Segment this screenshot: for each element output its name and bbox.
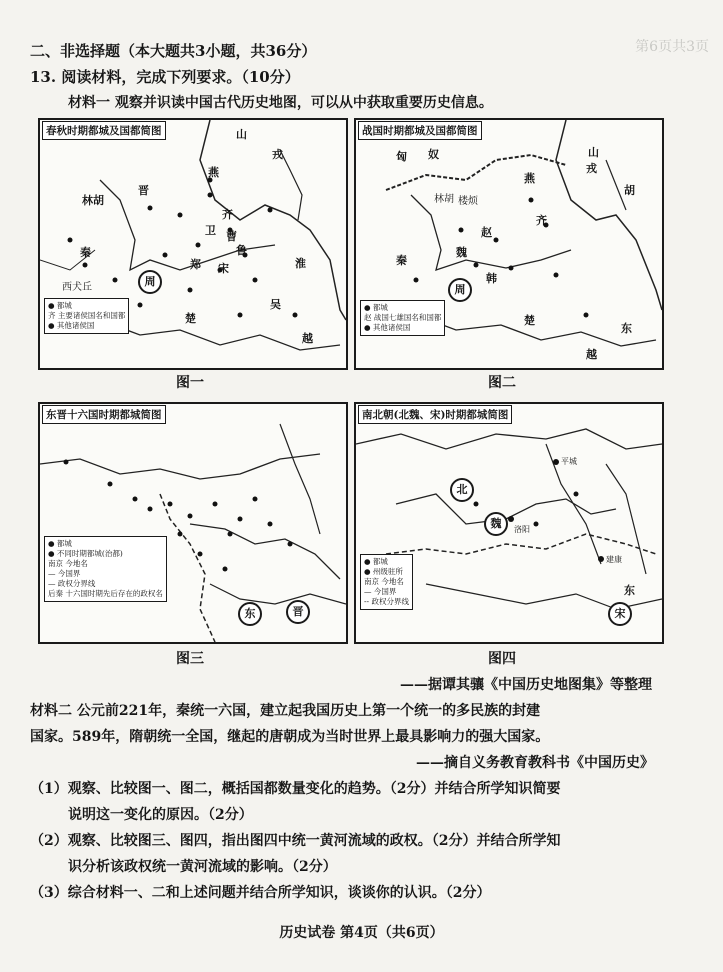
map1-label: 山 — [236, 128, 247, 141]
map-eastern-jin — [38, 402, 348, 644]
map1-label: 鲁 — [236, 244, 247, 257]
map2-label: 魏 — [456, 246, 467, 259]
material2-line2: 国家。589年，隋朝统一全国，继起的唐朝成为当时世界上最具影响力的强大国家。 — [30, 729, 550, 745]
legend-item: 齐 主要诸侯国名和国都 — [48, 311, 126, 320]
map1-zhou-marker: 周 — [138, 270, 162, 294]
map2-label: 越 — [586, 348, 597, 361]
figure-caption: 图四 — [488, 651, 516, 667]
figure-caption: 图一 — [176, 375, 204, 391]
bleed-through-text: 第6页共3页 — [635, 39, 709, 55]
source-note: ——据谭其骧《中国历史地图集》等整理 — [400, 677, 652, 693]
map1-label: 越 — [302, 332, 313, 345]
map2-label: 韩 — [486, 272, 497, 285]
map2-label: 戎 — [586, 162, 597, 175]
map2-label: 山 — [588, 146, 599, 159]
map1-label: 林胡 — [82, 194, 104, 207]
map1-label: 楚 — [185, 312, 196, 325]
map1-label: 秦 — [80, 246, 91, 259]
map1-legend — [44, 298, 129, 334]
question-2: （2）观察、比较图三、图四，指出图四中统一黄河流域的政权。（2分）并结合所学知 — [30, 833, 561, 849]
legend-item: ● 都城 — [364, 557, 388, 566]
map3-dong-marker: 东 — [238, 602, 262, 626]
map2-label: 楼烦 — [458, 196, 478, 207]
legend-item: 南京 今地名 — [364, 577, 404, 586]
map1-label: 卫 — [205, 224, 216, 237]
map2-legend — [360, 300, 445, 336]
map2-label: 齐 — [536, 214, 547, 227]
legend-item: ● 都城 — [48, 301, 72, 310]
section-heading: 二、非选择题（本大题共3小题，共36分） — [30, 42, 317, 60]
map4-label: 平城 — [561, 457, 577, 466]
map1-label: 宋 — [218, 262, 229, 275]
legend-item: ● 都城 — [48, 539, 72, 548]
map2-label: 赵 — [481, 226, 492, 239]
map1-label: 西犬丘 — [62, 282, 92, 293]
map3-legend — [44, 536, 167, 602]
map2-label: 楚 — [524, 314, 535, 327]
map1-label: 淮 — [295, 257, 306, 270]
map4-wei-marker: 魏 — [484, 512, 508, 536]
map4-label: 洛阳 — [514, 525, 530, 534]
map1-label: 戎 — [272, 148, 283, 161]
question-1: （1）观察、比较图一、图二，概括国都数量变化的趋势。（2分）并结合所学知识简要 — [30, 781, 561, 797]
legend-item: ● 都城 — [364, 303, 388, 312]
legend-item: ● 不同时期都城(治都) — [48, 549, 123, 558]
map1-label: 晋 — [138, 184, 149, 197]
map1-label: 燕 — [208, 166, 219, 179]
map3-title: 东晋十六国时期都城简图 — [42, 405, 166, 424]
map3-jin-marker: 晋 — [286, 600, 310, 624]
map4-legend — [360, 554, 413, 610]
legend-item: — 政权分界线 — [48, 579, 96, 588]
map-spring-autumn — [38, 118, 348, 370]
map1-title: 春秋时期都城及国都简图 — [42, 121, 166, 140]
map4-label: 建康 — [606, 555, 622, 564]
map2-label: 匈 — [396, 150, 407, 163]
map4-label: 东 — [624, 584, 635, 597]
question-2-cont: 识分析该政权统一黄河流域的影响。（2分） — [68, 859, 337, 875]
legend-item: ● 州级驻所 — [364, 567, 403, 576]
map1-label: 郑 — [190, 258, 201, 271]
map1-label: 齐 — [222, 208, 233, 221]
material1-intro: 材料一 观察并识读中国古代历史地图，可以从中获取重要历史信息。 — [68, 95, 493, 111]
legend-item: ● 其他诸侯国 — [48, 321, 95, 330]
map2-label: 胡 — [624, 184, 635, 197]
material2-source: ——摘自义务教育教科书《中国历史》 — [416, 755, 654, 771]
map2-label: 燕 — [524, 172, 535, 185]
question-3: （3）综合材料一、二和上述问题并结合所学知识，谈谈你的认识。（2分） — [30, 885, 491, 901]
legend-item: 后秦 十六国时期先后存在的政权名 — [48, 589, 163, 598]
map1-label: 曹 — [226, 230, 237, 243]
map-warring-states — [354, 118, 664, 370]
map2-label: 林胡 — [434, 194, 454, 205]
question-title: 13. 阅读材料，完成下列要求。（10分） — [30, 68, 300, 86]
page-footer: 历史试卷 第4页（共6页） — [279, 925, 444, 941]
map4-song-marker: 宋 — [608, 602, 632, 626]
map2-title: 战国时期都城及国都简图 — [358, 121, 482, 140]
legend-item: 赵 战国七雄国名和国都 — [364, 313, 442, 322]
legend-item: 南京 今地名 — [48, 559, 88, 568]
legend-item: ● 其他诸侯国 — [364, 323, 411, 332]
figure-caption: 图三 — [176, 651, 204, 667]
map-southern-northern — [354, 402, 664, 644]
material2-line1: 材料二 公元前221年，秦统一六国，建立起我国历史上第一个统一的多民族的封建 — [30, 703, 541, 719]
map2-label: 奴 — [428, 148, 439, 161]
map4-title: 南北朝(北魏、宋)时期都城简图 — [358, 405, 512, 424]
legend-item: — 今国界 — [48, 569, 81, 578]
map2-label: 东 — [621, 322, 632, 335]
map2-zhou-marker: 周 — [448, 278, 472, 302]
legend-item: -- 政权分界线 — [364, 597, 409, 606]
map2-label: 秦 — [396, 254, 407, 267]
legend-item: — 今国界 — [364, 587, 397, 596]
map4-bei-marker: 北 — [450, 478, 474, 502]
question-1-cont: 说明这一变化的原因。（2分） — [68, 807, 253, 823]
map1-label: 吴 — [270, 298, 281, 311]
figure-caption: 图二 — [488, 375, 516, 391]
